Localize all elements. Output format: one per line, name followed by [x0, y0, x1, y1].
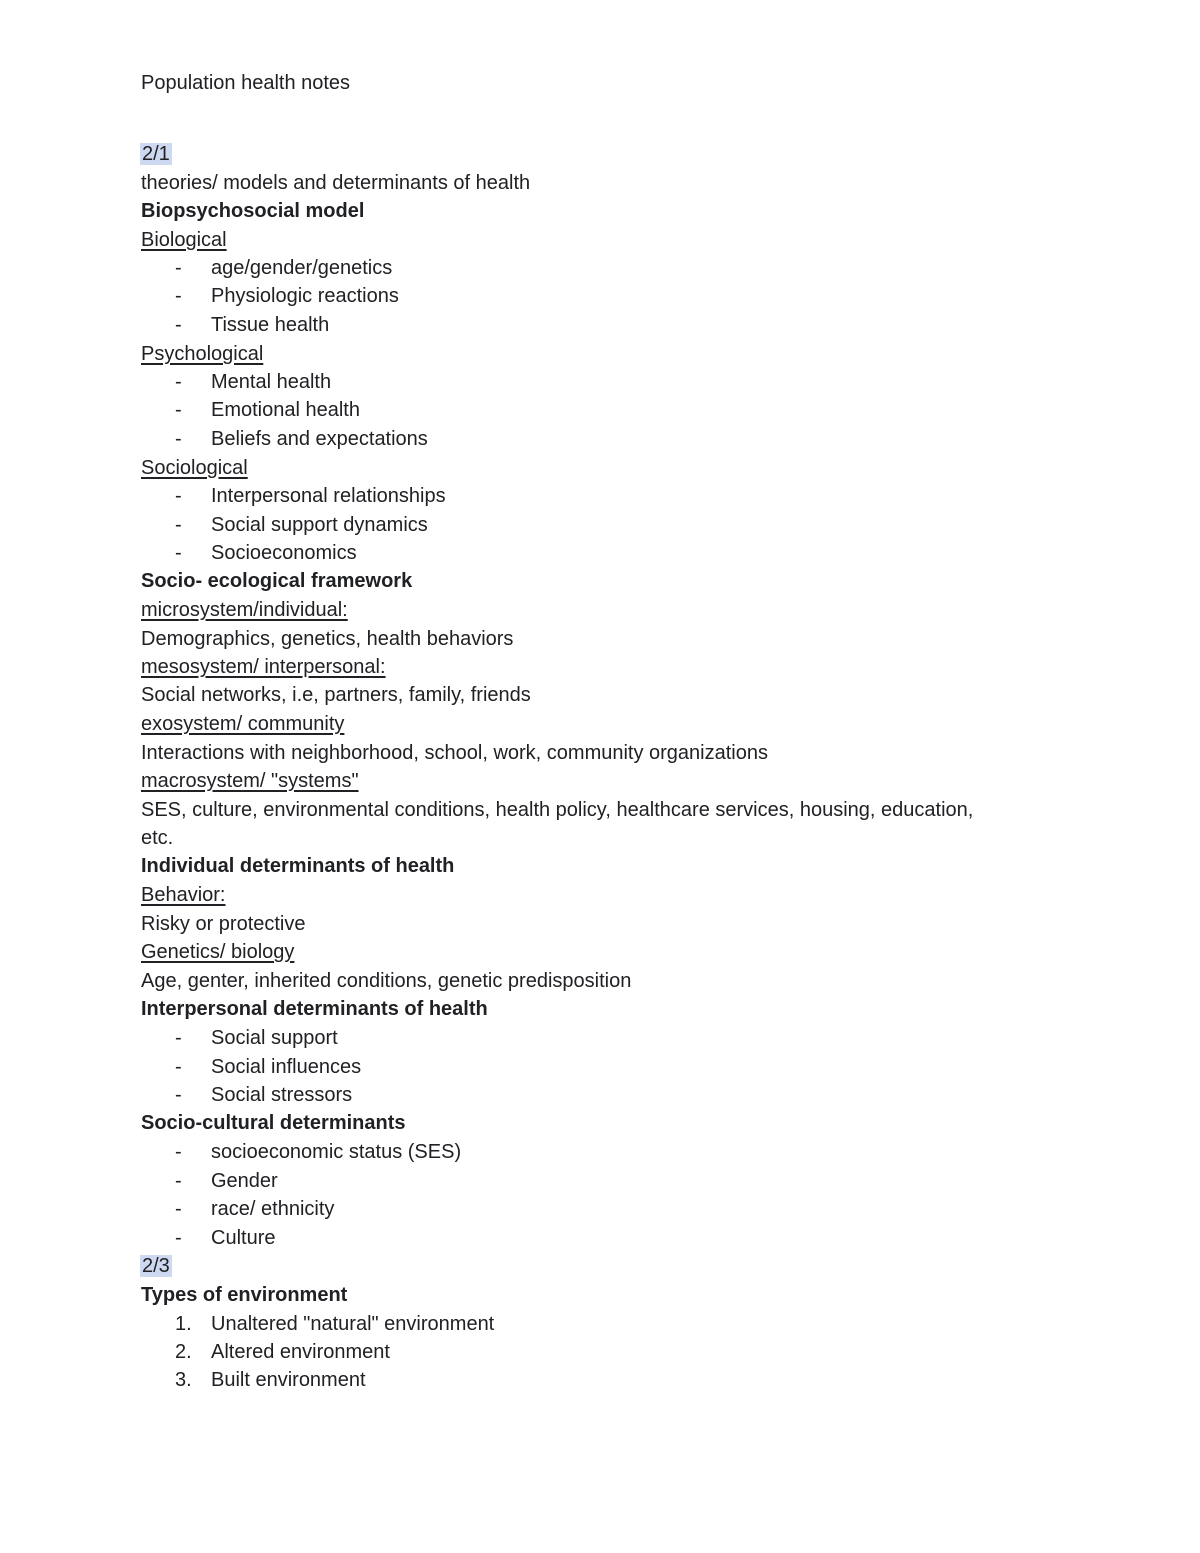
list-number: 1.: [175, 1313, 192, 1335]
subheading-mesosystem: mesosystem/ interpersonal:: [141, 656, 386, 678]
bullet-dash: -: [175, 542, 182, 564]
section-heading: Socio-cultural determinants: [141, 1112, 406, 1134]
body-text: SES, culture, environmental conditions, health policy, healthcare services, housing, education,: [141, 799, 974, 821]
body-text: Social networks, i.e, partners, family, friends: [141, 684, 531, 706]
bullet-dash: -: [175, 285, 182, 307]
document-title: Population health notes: [141, 72, 351, 94]
bullet-dash: -: [175, 399, 182, 421]
date-highlight: 2/1: [142, 143, 170, 165]
subheading-genetics: Genetics/ biology: [141, 941, 295, 963]
subheading-behavior: Behavior:: [141, 884, 226, 906]
bullet-dash: -: [175, 1141, 182, 1163]
bullet-dash: -: [175, 485, 182, 507]
bullet-dash: -: [175, 428, 182, 450]
bullet-dash: -: [175, 1027, 182, 1049]
bullet-dash: -: [175, 1170, 182, 1192]
intro-text: theories/ models and determinants of health: [141, 172, 531, 194]
bullet-dash: -: [175, 1084, 182, 1106]
body-text: etc.: [141, 827, 174, 849]
bullet-dash: -: [175, 514, 182, 536]
body-text: Demographics, genetics, health behaviors: [141, 628, 514, 650]
bullet-dash: -: [175, 1227, 182, 1249]
bullet-dash: -: [175, 1198, 182, 1220]
section-heading: Interpersonal determinants of health: [141, 998, 488, 1020]
bullet-dash: -: [175, 314, 182, 336]
document-page: Population health notes 2/1 theories/ models and determinants of health Biopsychosocial model Biological - age/gender/genetics - Physiologic reactions - Tissue health Psychological - Mental health - Emotional health - Beliefs and expectations Sociological - Interpersonal relationships - Social support dynamics - Socioeconomics Socio- ecological framework microsystem/individual: Demographics, genetics, health behaviors mesosystem/ interpersonal: Social networks, i.e, partners, family, friends exosystem/ community Interactions with neighborhood, school, work, community organizations macrosystem/ "systems" SES, culture, environmental conditions, health policy, healthcare services, housing, education, etc. Individual determinants of health Behavior: Risky or protective Genetics/ biology Age, genter, inherited conditions, genetic predisposition Interpersonal determinants of health - Social support - Social influences - Social stressors Socio-cultural determinants - socioeconomic status (SES) - Gender - race/ ethnicity - Culture 2/3 Types of environment 1. Unaltered "natural" environment 2. Altered environment 3. Built environment: [0, 0, 1200, 1553]
subheading-microsystem: microsystem/individual:: [141, 599, 348, 621]
bullet-dash: -: [175, 257, 182, 279]
section-heading: Individual determinants of health: [141, 855, 455, 877]
subheading-exosystem: exosystem/ community: [141, 713, 345, 735]
body-text: Interactions with neighborhood, school, work, community organizations: [141, 742, 768, 764]
subheading-macrosystem: macrosystem/ "systems": [141, 770, 359, 792]
list-number: 2.: [175, 1341, 192, 1363]
section-heading: Biopsychosocial model: [141, 200, 365, 222]
subheading-psychological: Psychological: [141, 343, 264, 365]
body-text: Risky or protective: [141, 913, 306, 935]
section-heading: Types of environment: [141, 1284, 348, 1306]
section-heading: Socio- ecological framework: [141, 570, 413, 592]
date-label: [141, 140, 1050, 168]
body-text: Age, genter, inherited conditions, genetic predisposition: [141, 970, 632, 992]
subheading-sociological: Sociological: [141, 457, 248, 479]
subheading-biological: Biological: [141, 229, 227, 251]
bullet-dash: -: [175, 371, 182, 393]
list-number: 3.: [175, 1369, 192, 1391]
date-highlight: 2/3: [142, 1255, 170, 1277]
bullet-dash: -: [175, 1056, 182, 1078]
date-label: [141, 1252, 1050, 1280]
